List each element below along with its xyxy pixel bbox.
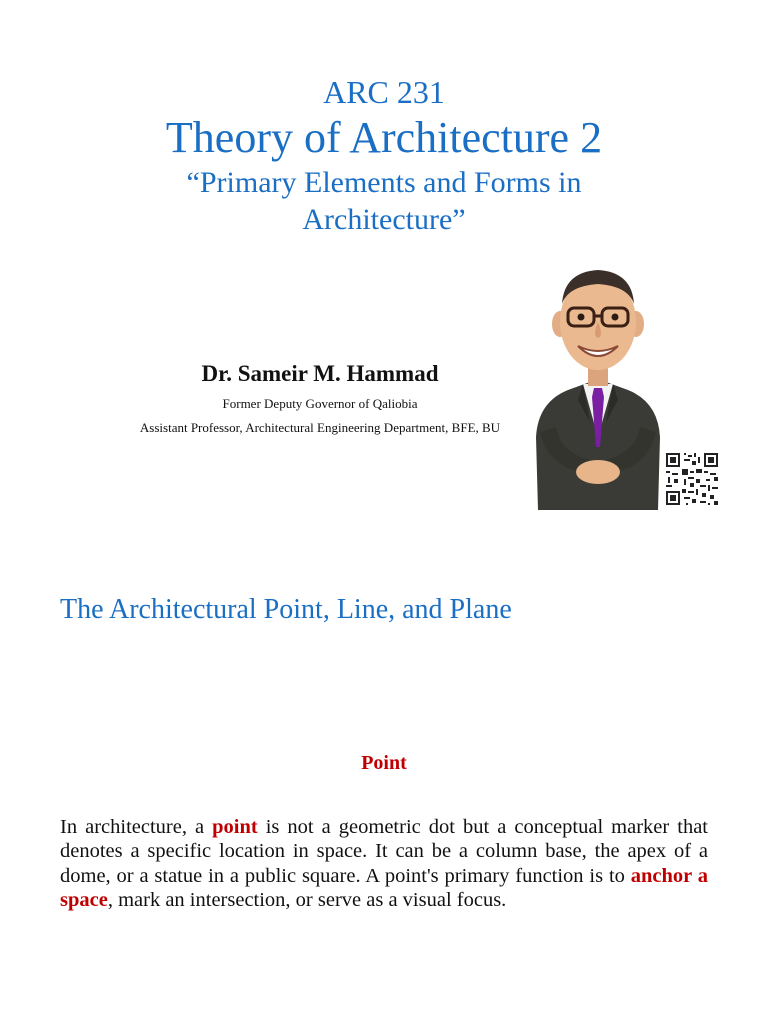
highlight-point: point	[212, 816, 258, 838]
author-role-former: Former Deputy Governor of Qaliobia	[222, 396, 418, 411]
author-avatar-illustration	[528, 262, 668, 510]
course-title: Theory of Architecture 2	[165, 113, 603, 162]
course-code: ARC 231	[323, 74, 445, 110]
paragraph-text: , mark an intersection, or serve as a visual focus.	[107, 888, 507, 911]
course-subtitle: “Primary Elements and Forms in Architecture”	[186, 166, 582, 236]
paragraph-text: is not a geometric dot but a conceptual marker that denotes a specific location in space. It can be a column base, the apex of a dome, or a statue in a public square. A point's primary function is to	[60, 816, 708, 887]
qr-code-image	[664, 451, 720, 507]
point-heading: Point	[361, 752, 407, 774]
section-title: The Architectural Point, Line, and Plane	[60, 594, 512, 625]
paragraph-text: In architecture, a	[60, 816, 213, 838]
highlight-anchor-a-space: anchor a space	[60, 864, 708, 911]
point-paragraph	[60, 815, 708, 912]
author-name: Dr. Sameir M. Hammad	[201, 361, 439, 386]
author-role-current: Assistant Professor, Architectural Engineering Department, BFE, BU	[139, 420, 501, 435]
